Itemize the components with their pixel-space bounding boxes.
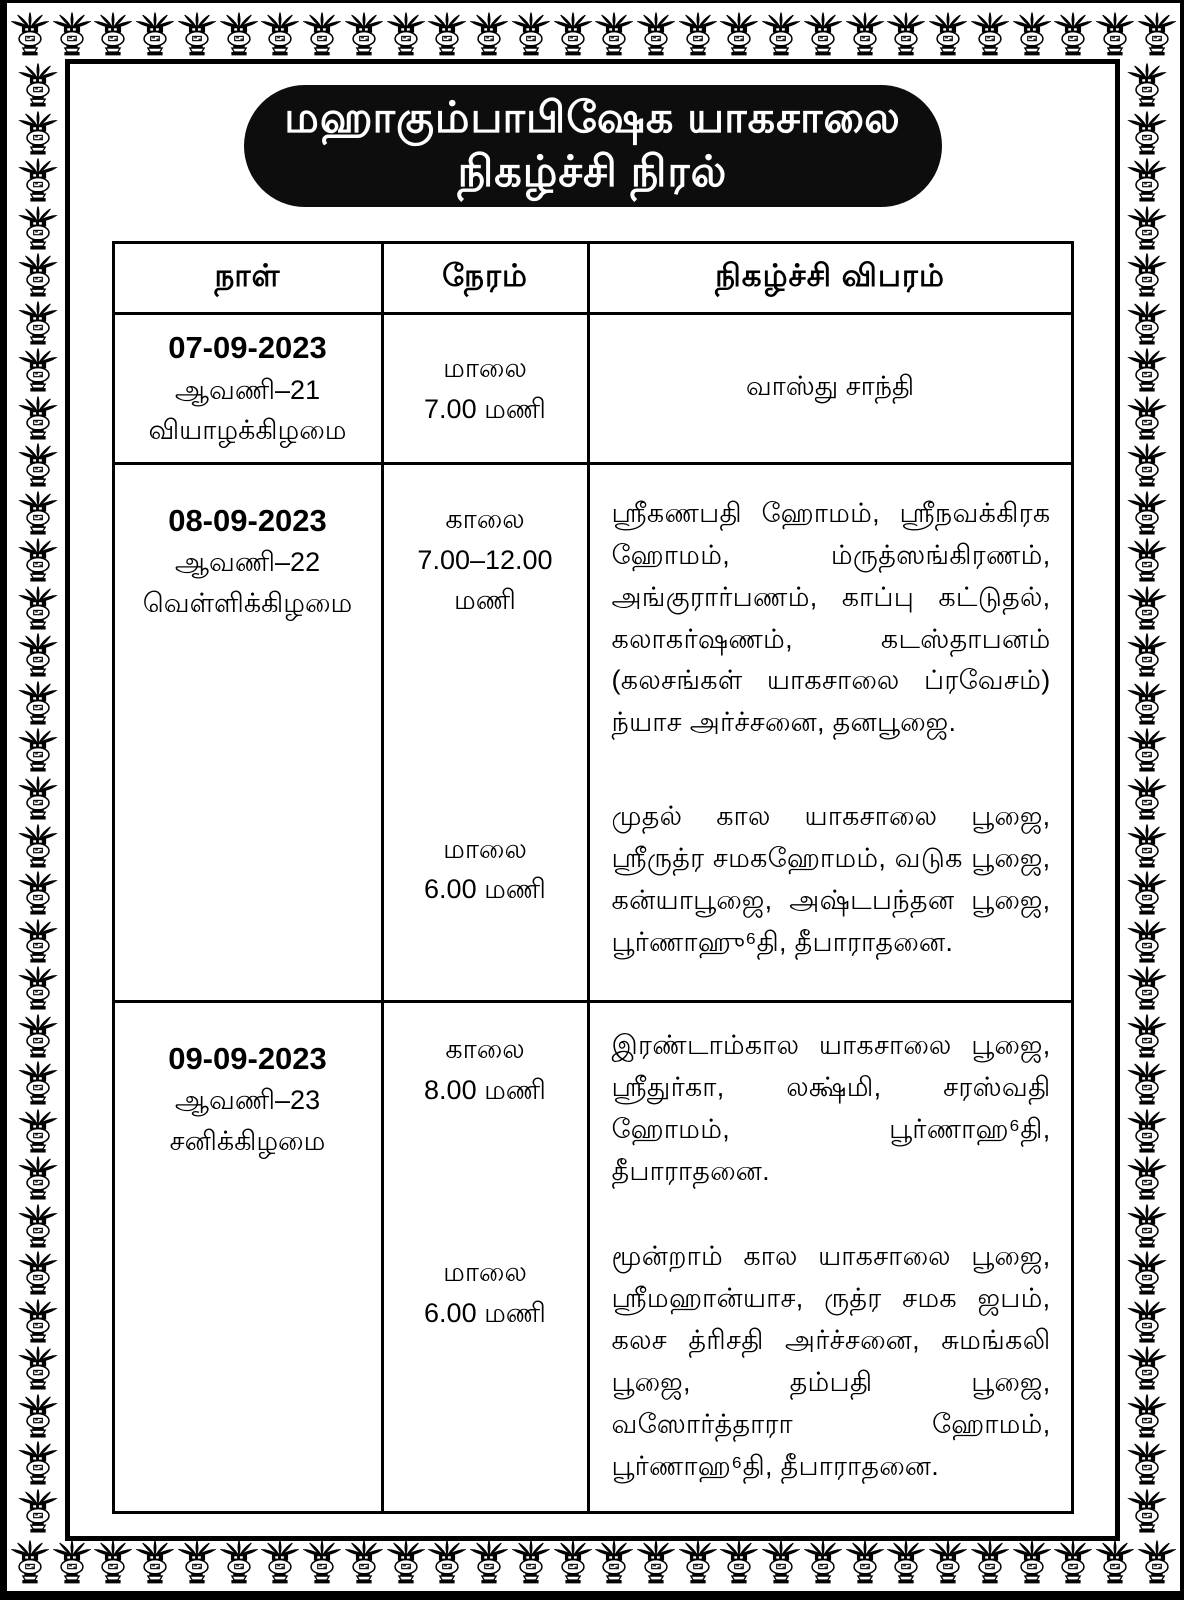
kalasam-pot-icon xyxy=(1126,824,1168,868)
kalasam-pot-icon xyxy=(1126,1109,1168,1153)
kalasam-pot-icon xyxy=(1126,919,1168,963)
kalasam-pot-icon xyxy=(554,11,592,57)
kalasam-pot-icon xyxy=(512,11,550,57)
program-text: வாஸ்து சாந்தி xyxy=(745,371,915,401)
kalasam-pot-icon xyxy=(929,11,967,57)
kalasam-pot-icon xyxy=(1126,586,1168,630)
kalasam-pot-icon xyxy=(1138,11,1176,57)
header-date: நாள் xyxy=(214,258,281,293)
time-slot: மாலை 6.00 மணி xyxy=(424,1257,546,1328)
page-title-line1: மஹாகும்பாபிஷேக யாகசாலை xyxy=(284,94,901,143)
kalasam-pot-icon xyxy=(1126,1441,1168,1485)
kalasam-pot-icon xyxy=(53,1539,91,1585)
header-time: நேரம் xyxy=(381,244,587,312)
kalasam-pot-icon xyxy=(1126,1394,1168,1438)
tamil-date: ஆவணி–22 xyxy=(174,547,321,578)
date-cell xyxy=(115,465,381,1000)
kalasam-pot-icon xyxy=(387,1539,425,1585)
kalasam-pot-icon xyxy=(17,1156,59,1200)
kalasam-pot-icon xyxy=(1096,11,1134,57)
page-title-line2: நிகழ்ச்சி நிரல் xyxy=(457,148,728,196)
kalasam-pot-icon xyxy=(1126,728,1168,772)
kalasam-pot-icon xyxy=(1126,538,1168,582)
kalasam-pot-icon xyxy=(720,1539,758,1585)
kalasam-pot-icon xyxy=(428,1539,466,1585)
kalasam-pot-icon xyxy=(846,11,884,57)
kalasam-pot-icon xyxy=(887,1539,925,1585)
kalasam-pot-icon xyxy=(762,11,800,57)
kalasam-pot-icon xyxy=(679,1539,717,1585)
header-details: நிகழ்ச்சி விபரம் xyxy=(587,244,1071,312)
kalasam-pot-icon xyxy=(220,1539,258,1585)
kalasam-pot-icon xyxy=(595,11,633,57)
kalasam-pot-icon xyxy=(17,1489,59,1533)
kalasam-pot-icon xyxy=(17,1014,59,1058)
kalasam-pot-icon xyxy=(1013,11,1051,57)
kalasam-pot-icon xyxy=(11,1539,49,1585)
kalasam-pot-icon xyxy=(17,1061,59,1105)
program-text: முதல் கால யாகசாலை பூஜை, ஸ்ரீருத்ர சமகஹோமம், வடுக பூஜை, கன்யாபூஜை, அஷ்டபந்தன பூஜை, பூர்ணாஹு⁶தி, தீபாராதனை. xyxy=(611,801,1051,957)
kalasam-pot-icon xyxy=(1126,1014,1168,1058)
tamil-date: ஆவணி–23 xyxy=(174,1085,321,1116)
kalasam-pot-icon xyxy=(1126,1489,1168,1533)
kalasam-border-left xyxy=(13,63,63,1533)
kalasam-pot-icon xyxy=(470,1539,508,1585)
program-cell xyxy=(587,315,1071,462)
kalasam-pot-icon xyxy=(17,396,59,440)
table-row xyxy=(115,312,1071,462)
kalasam-pot-icon xyxy=(971,1539,1009,1585)
kalasam-pot-icon xyxy=(1126,206,1168,250)
content-frame xyxy=(65,59,1120,1541)
kalasam-pot-icon xyxy=(1126,63,1168,107)
time-slot: மாலை 7.00 மணி xyxy=(424,353,546,424)
kalasam-pot-icon xyxy=(17,871,59,915)
kalasam-pot-icon xyxy=(1126,1156,1168,1200)
kalasam-border-top xyxy=(11,7,1176,61)
kalasam-pot-icon xyxy=(303,11,341,57)
kalasam-pot-icon xyxy=(1126,348,1168,392)
kalasam-pot-icon xyxy=(136,11,174,57)
kalasam-pot-icon xyxy=(17,111,59,155)
kalasam-pot-icon xyxy=(762,1539,800,1585)
kalasam-pot-icon xyxy=(345,1539,383,1585)
table-header-row xyxy=(115,244,1071,312)
kalasam-pot-icon xyxy=(470,11,508,57)
kalasam-pot-icon xyxy=(929,1539,967,1585)
kalasam-pot-icon xyxy=(1138,1539,1176,1585)
kalasam-pot-icon xyxy=(387,11,425,57)
time-cell xyxy=(381,1003,587,1511)
kalasam-pot-icon xyxy=(720,11,758,57)
kalasam-pot-icon xyxy=(17,1346,59,1390)
kalasam-border-right xyxy=(1122,63,1172,1533)
kalasam-pot-icon xyxy=(17,633,59,677)
time-cell xyxy=(381,465,587,1000)
kalasam-pot-icon xyxy=(1126,301,1168,345)
kalasam-pot-icon xyxy=(17,206,59,250)
kalasam-pot-icon xyxy=(17,1299,59,1343)
kalasam-pot-icon xyxy=(1126,443,1168,487)
table-row xyxy=(115,1000,1071,1511)
date-value: 07-09-2023 xyxy=(168,330,327,366)
table-row xyxy=(115,462,1071,1000)
kalasam-pot-icon xyxy=(512,1539,550,1585)
program-cell xyxy=(587,465,1071,1000)
date-cell xyxy=(115,315,381,462)
kalasam-pot-icon xyxy=(136,1539,174,1585)
program-text: இரண்டாம்கால யாகசாலை பூஜை, ஸ்ரீதுர்கா, லக்ஷ்மி, சரஸ்வதி ஹோமம், பூர்ணாஹ⁶தி, தீபாராதனை. xyxy=(611,1030,1051,1186)
kalasam-pot-icon xyxy=(303,1539,341,1585)
kalasam-pot-icon xyxy=(1126,1346,1168,1390)
kalasam-pot-icon xyxy=(1126,1299,1168,1343)
kalasam-pot-icon xyxy=(261,11,299,57)
kalasam-pot-icon xyxy=(846,1539,884,1585)
kalasam-pot-icon xyxy=(17,348,59,392)
kalasam-pot-icon xyxy=(17,824,59,868)
kalasam-pot-icon xyxy=(1054,11,1092,57)
program-cell xyxy=(587,1003,1071,1511)
kalasam-pot-icon xyxy=(17,1109,59,1153)
kalasam-pot-icon xyxy=(1126,158,1168,202)
kalasam-pot-icon xyxy=(1013,1539,1051,1585)
kalasam-pot-icon xyxy=(17,728,59,772)
time-slot: மாலை 6.00 மணி xyxy=(424,833,546,904)
kalasam-pot-icon xyxy=(1126,966,1168,1010)
kalasam-pot-icon xyxy=(17,301,59,345)
kalasam-pot-icon xyxy=(1126,111,1168,155)
kalasam-pot-icon xyxy=(94,1539,132,1585)
kalasam-pot-icon xyxy=(178,1539,216,1585)
kalasam-pot-icon xyxy=(1126,1251,1168,1295)
time-cell xyxy=(381,315,587,462)
kalasam-pot-icon xyxy=(261,1539,299,1585)
kalasam-pot-icon xyxy=(1126,1204,1168,1248)
kalasam-pot-icon xyxy=(679,11,717,57)
kalasam-pot-icon xyxy=(17,776,59,820)
kalasam-pot-icon xyxy=(17,1394,59,1438)
kalasam-pot-icon xyxy=(595,1539,633,1585)
kalasam-pot-icon xyxy=(1054,1539,1092,1585)
date-value: 08-09-2023 xyxy=(168,503,327,538)
program-text: மூன்றாம் கால யாகசாலை பூஜை, ஸ்ரீமஹான்யாச, ருத்ர சமக ஜபம், கலச த்ரிசதி அர்ச்சனை, சுமங்கலி பூஜை, தம்பதி பூஜை, வஸோர்த்தாரா ஹோமம், பூர்ணாஹ⁶தி, தீபாராதனை. xyxy=(611,1241,1051,1481)
kalasam-pot-icon xyxy=(178,11,216,57)
program-text: ஸ்ரீகணபதி ஹோமம், ஸ்ரீநவக்கிரக ஹோமம், ம்ருத்ஸங்கிரணம், அங்குரார்பணம், காப்பு கட்டுதல், கலாகர்ஷணம், கடஸ்தாபனம் (கலசங்கள் யாகசாலை ப்ரவேசம்) ந்யாச அர்ச்சனை, தனபூஜை. xyxy=(611,498,1051,738)
kalasam-pot-icon xyxy=(637,11,675,57)
kalasam-border-bottom xyxy=(11,1535,1176,1589)
kalasam-pot-icon xyxy=(94,11,132,57)
kalasam-pot-icon xyxy=(887,11,925,57)
kalasam-pot-icon xyxy=(53,11,91,57)
kalasam-pot-icon xyxy=(17,966,59,1010)
weekday: வியாழக்கிழமை xyxy=(148,415,347,446)
date-value: 09-09-2023 xyxy=(168,1041,327,1076)
kalasam-pot-icon xyxy=(1126,1061,1168,1105)
kalasam-pot-icon xyxy=(1126,253,1168,297)
kalasam-pot-icon xyxy=(1126,396,1168,440)
weekday: வெள்ளிக்கிழமை xyxy=(142,587,353,618)
kalasam-pot-icon xyxy=(1096,1539,1134,1585)
weekday: சனிக்கிழமை xyxy=(169,1125,326,1156)
kalasam-pot-icon xyxy=(220,11,258,57)
kalasam-pot-icon xyxy=(804,11,842,57)
kalasam-pot-icon xyxy=(17,1251,59,1295)
kalasam-pot-icon xyxy=(1126,491,1168,535)
kalasam-pot-icon xyxy=(11,11,49,57)
kalasam-pot-icon xyxy=(428,11,466,57)
kalasam-pot-icon xyxy=(17,586,59,630)
kalasam-pot-icon xyxy=(17,538,59,582)
kalasam-pot-icon xyxy=(17,253,59,297)
kalasam-pot-icon xyxy=(17,919,59,963)
kalasam-pot-icon xyxy=(17,1441,59,1485)
tamil-date: ஆவணி–21 xyxy=(174,374,321,405)
time-slot: காலை 7.00–12.00 மணி xyxy=(417,504,553,615)
kalasam-pot-icon xyxy=(17,443,59,487)
kalasam-pot-icon xyxy=(17,491,59,535)
title-banner xyxy=(244,85,942,207)
kalasam-pot-icon xyxy=(17,63,59,107)
kalasam-pot-icon xyxy=(17,158,59,202)
kalasam-pot-icon xyxy=(554,1539,592,1585)
kalasam-pot-icon xyxy=(17,681,59,725)
kalasam-pot-icon xyxy=(971,11,1009,57)
schedule-table xyxy=(112,241,1074,1514)
date-cell xyxy=(115,1003,381,1511)
kalasam-pot-icon xyxy=(1126,776,1168,820)
kalasam-pot-icon xyxy=(804,1539,842,1585)
kalasam-pot-icon xyxy=(1126,871,1168,915)
kalasam-pot-icon xyxy=(345,11,383,57)
kalasam-pot-icon xyxy=(17,1204,59,1248)
kalasam-pot-icon xyxy=(1126,681,1168,725)
time-slot: காலை 8.00 மணி xyxy=(424,1034,546,1105)
kalasam-pot-icon xyxy=(1126,633,1168,677)
kalasam-pot-icon xyxy=(637,1539,675,1585)
